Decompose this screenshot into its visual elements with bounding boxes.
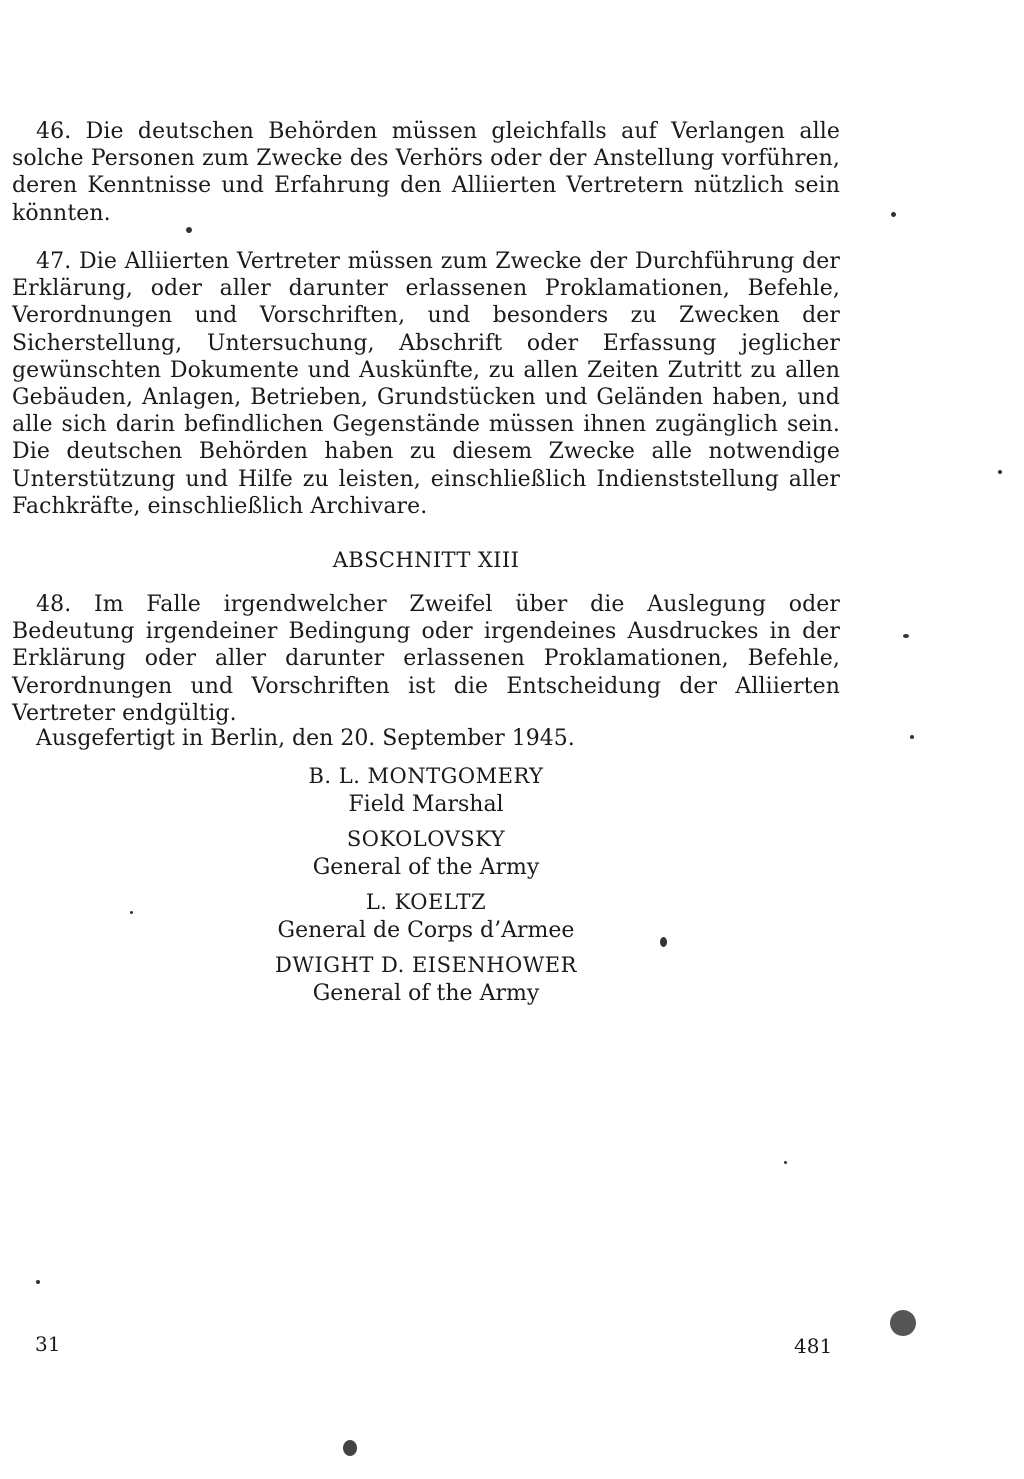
scan-speck	[784, 1161, 787, 1164]
scan-speck	[130, 911, 133, 914]
scan-speck	[891, 212, 896, 217]
paragraph-46-text: 46. Die deutschen Behörden müssen gleichfalls auf Verlangen alle solche Personen zum Zwecke des Verhörs oder der Anstellung vorführen, deren Kenntnisse und Erfahrung den Alliierten Vertretern nützlich sein könnten.	[12, 119, 840, 226]
signatory-name: L. KOELTZ	[365, 890, 487, 914]
page-number-left: 31	[35, 1332, 61, 1356]
signature-sokolovsky	[12, 825, 840, 882]
signature-eisenhower	[12, 951, 840, 1008]
scan-speck	[343, 1440, 357, 1456]
scan-speck	[998, 470, 1002, 474]
signatory-rank: General of the Army	[312, 855, 540, 880]
paragraph-48-text: 48. Im Falle irgendwelcher Zweifel über die Auslegung oder Bedeutung irgendeiner Bedingung oder irgendeines Ausdruckes in der Erklärung oder aller darunter erlassenen Proklamationen, Befehle, Verordnungen und Vorschriften ist die Entscheidung der Alliierten Vertreter endgültig.	[12, 592, 840, 726]
paragraph-46	[12, 118, 840, 227]
scan-speck	[910, 735, 914, 739]
scan-speck	[186, 227, 192, 233]
paragraph-47-text: 47. Die Alliierten Vertreter müssen zum Zwecke der Durchführung der Erklärung, oder aller darunter erlassenen Proklamationen, Befehle, Verordnungen und Vorschriften, und besonders zu Zwecken der Sicherstellung, Untersuchung, Abschrift oder Erfassung jeglicher gewünschten Dokumente und Auskünfte, zu allen Zeiten Zutritt zu allen Gebäuden, Anlagen, Betrieben, Grundstücken und Geländen haben, und alle sich darin befindlichen Gegenstände müssen ihnen zugänglich sein. Die deutschen Behörden haben zu diesem Zwecke alle notwendige Unterstützung und Hilfe zu leisten, einschließlich Indienststellung aller Fachkräfte, einschließlich Archivare.	[12, 249, 840, 519]
scan-speck	[660, 937, 667, 947]
scan-speck	[36, 1280, 40, 1284]
signature-block	[12, 762, 840, 1014]
signatory-rank: General of the Army	[312, 981, 540, 1006]
signatory-rank: General de Corps d’Armee	[277, 918, 575, 943]
paragraph-48	[12, 591, 840, 727]
page-number-right: 481	[794, 1334, 833, 1358]
signatory-rank: Field Marshal	[348, 792, 504, 817]
signature-montgomery	[12, 762, 840, 819]
signature-koeltz	[12, 888, 840, 945]
signatory-name: DWIGHT D. EISENHOWER	[275, 953, 577, 977]
paragraph-47	[12, 248, 840, 520]
scan-speck	[903, 634, 909, 638]
signatory-name: B. L. MONTGOMERY	[308, 764, 544, 788]
date-line: Ausgefertigt in Berlin, den 20. September 1945.	[36, 726, 575, 751]
signatory-name: SOKOLOVSKY	[346, 827, 506, 851]
scan-speck	[890, 1310, 916, 1336]
section-heading: ABSCHNITT XIII	[332, 548, 520, 572]
